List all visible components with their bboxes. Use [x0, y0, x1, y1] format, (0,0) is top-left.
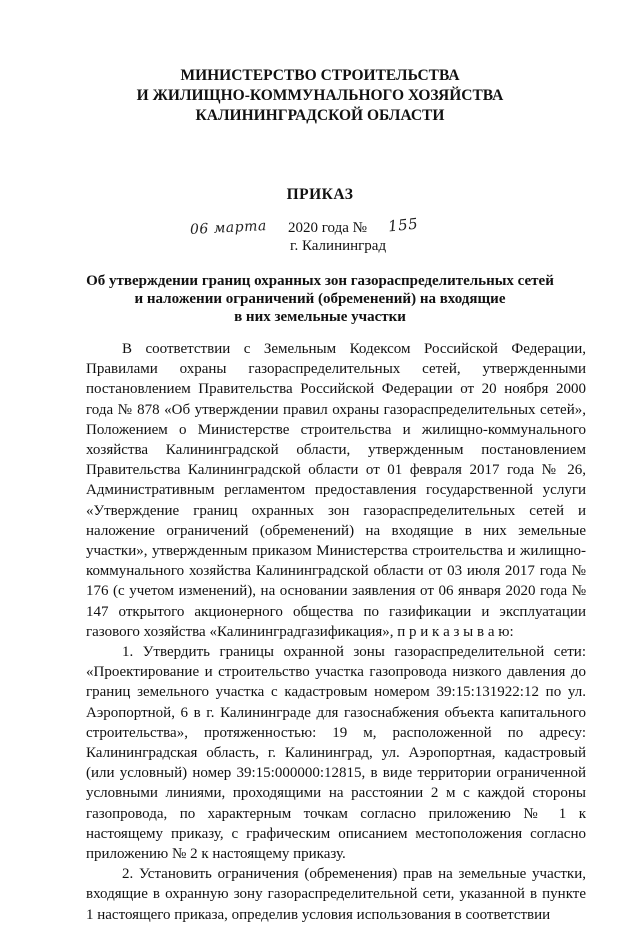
handwritten-date: 06 марта [189, 217, 268, 238]
subject-line-2: и наложении ограничений (обременений) на входящие [134, 291, 506, 307]
ministry-header [0, 66, 640, 126]
ministry-line-3: КАЛИНИНГРАДСКОЙ ОБЛАСТИ [195, 107, 445, 124]
order-body [86, 339, 586, 925]
order-title: ПРИКАЗ [286, 186, 354, 203]
body-paragraph-item-1: 1. Утвердить границы охранной зоны газораспределительной сети: «Проектирование и строительство участка газопровода низкого давления до границ земельного участка с кадастровым номером 39:15:131922:12 по ул. Аэропортной, 6 в г. Калининграде для газоснабжения объекта капитального строительства», протяженностью: 19 м, расположенной по адресу: Калининградская область, г. Калининград, ул. Аэропортная, кадастровый (или условный) номер 39:15:000000:12815, в виде территории ограниченной условными линиями, проходящими на расстоянии 2 м с каждой стороны газопровода, по характерным точкам согласно приложению № 1 к настоящему приказу, с графическим описанием местоположения согласно приложению № 2 к настоящему приказу. [86, 644, 586, 863]
body-paragraph-item-2: 2. Установить ограничения (обременения) прав на земельные участки, входящие в охранную зону газораспределительной сети, указанной в пункте 1 настоящего приказа, определив условия использования в соответствии [86, 866, 586, 923]
subject-line-3: в них земельные участки [234, 309, 406, 325]
order-subject [0, 272, 640, 326]
ministry-line-1: МИНИСТЕРСТВО СТРОИТЕЛЬСТВА [180, 67, 460, 84]
order-date-text: 2020 года № [288, 220, 367, 236]
handwritten-order-number: 155 [387, 214, 419, 236]
order-city: г. Калининград [290, 238, 387, 254]
subject-line-1: Об утверждении границ охранных зон газораспределительных сетей [86, 273, 554, 289]
ministry-line-2: И ЖИЛИЩНО-КОММУНАЛЬНОГО ХОЗЯЙСТВА [136, 87, 504, 104]
body-paragraph-preamble: В соответствии с Земельным Кодексом Российской Федерации, Правилами охраны газораспределительных сетей, утвержденными постановлением Правительства Российской Федерации от 20 ноября 2000 года № 878 «Об утверждении правил охраны газораспределительных сетей», Положением о Министерстве строительства и жилищно-коммунального хозяйства Калининградской области, утвержденным постановлением Правительства Калининградской области от 01 февраля 2017 года № 26, Административным регламентом предоставления государственной услуги «Утверждение границ охранных зон газораспределительных сетей и наложение ограничений (обременений) на входящие в них земельные участки», утвержденным приказом Министерства строительства и жилищно-коммунального хозяйства Калининградской области от 03 июля 2017 года № 176 (с учетом изменений), на основании заявления от 06 января 2020 года № 147 открытого акционерного общества по газификации и эксплуатации газового хозяйства «Калининградгазификация», п р и к а з ы в а ю: [86, 341, 586, 640]
